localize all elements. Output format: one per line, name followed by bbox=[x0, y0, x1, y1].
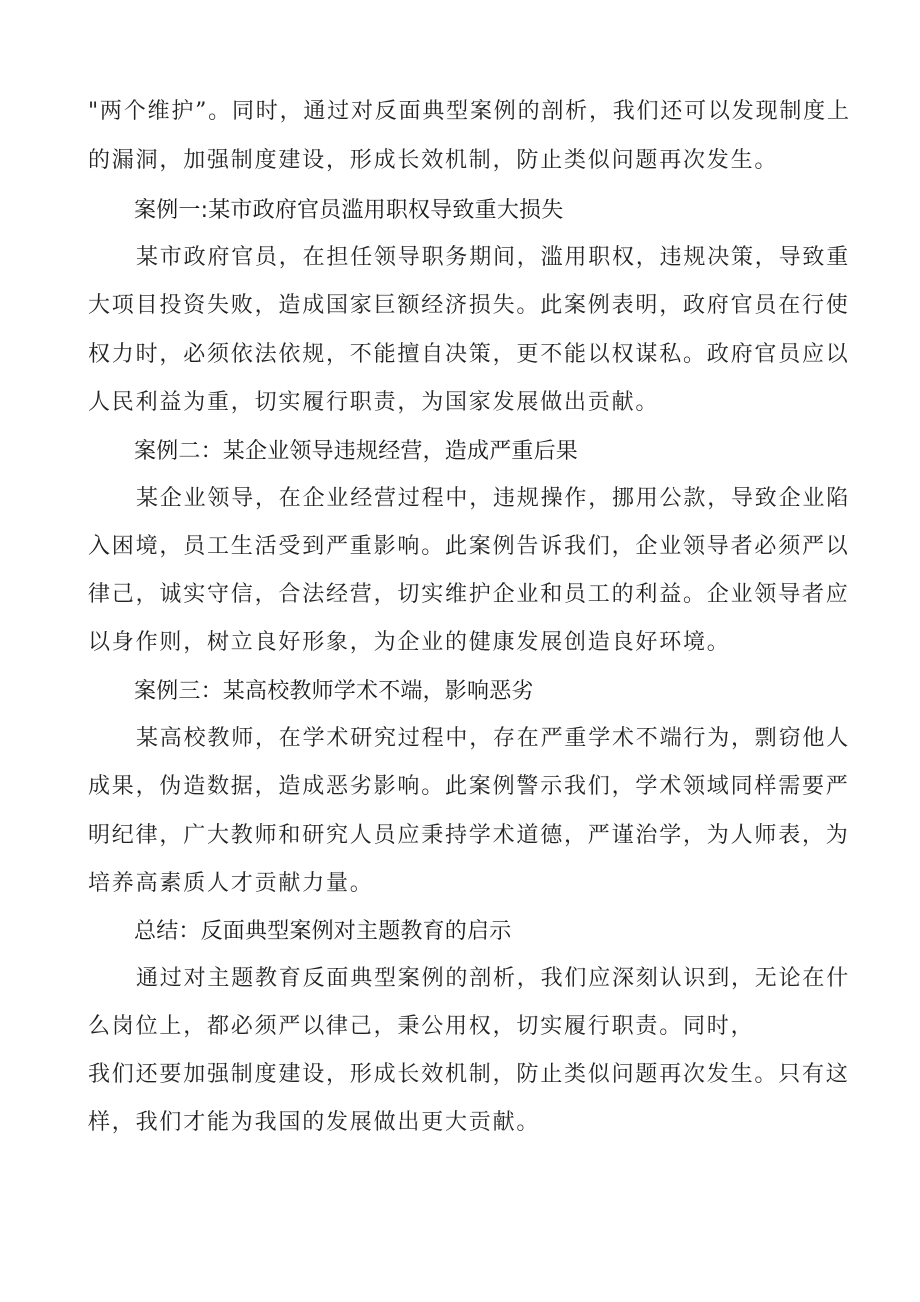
text-line: 大项目投资失败，造成国家巨额经济损失。此案例表明，政府官员在行使 bbox=[88, 293, 850, 318]
case2-heading: 案例二：某企业领导违规经营，造成严重后果 bbox=[134, 439, 579, 464]
text-line: 权力时，必须依法依规，不能擅自决策，更不能以权谋私。政府官员应以 bbox=[88, 342, 850, 367]
case3-heading: 案例三：某高校教师学术不端，影响恶劣 bbox=[134, 679, 534, 704]
case1-heading: 案例一:某市政府官员滥用职权导致重大损失 bbox=[134, 198, 564, 223]
text-line: 培养高素质人才贡献力量。 bbox=[88, 871, 374, 896]
text-line: 某企业领导，在企业经营过程中，违规操作，挪用公款，导致企业陷 bbox=[136, 486, 851, 511]
text-line: 通过对主题教育反面典型案例的剖析，我们应深刻认识到，无论在什 bbox=[136, 966, 851, 991]
text-line: 么岗位上，都必须严以律己，秉公用权，切实履行职责。同时， bbox=[88, 1014, 755, 1039]
summary-heading: 总结：反面典型案例对主题教育的启示 bbox=[134, 919, 512, 944]
text-line: 我们还要加强制度建设，形成长效机制，防止类似问题再次发生。只有这 bbox=[88, 1062, 850, 1087]
text-line: 人民利益为重，切实履行职责，为国家发展做出贡献。 bbox=[88, 390, 660, 415]
text-line: 某市政府官员，在担任领导职务期间，滥用职权，违规决策，导致重 bbox=[136, 245, 851, 270]
text-line: 以身作则，树立良好形象，为企业的健康发展创造良好环境。 bbox=[88, 630, 731, 655]
text-line: "两个维护”。同时，通过对反面典型案例的剖析，我们还可以发现制度上 bbox=[88, 99, 851, 124]
text-line: 某高校教师，在学术研究过程中，存在严重学术不端行为，剽窃他人 bbox=[136, 726, 851, 751]
text-line: 的漏洞，加强制度建设，形成长效机制，防止类似问题再次发生。 bbox=[88, 148, 779, 173]
text-line: 律己，诚实守信，合法经营，切实维护企业和员工的利益。企业领导者应 bbox=[88, 582, 850, 607]
text-line: 成果，伪造数据，造成恶劣影响。此案例警示我们，学术领域同样需要严 bbox=[88, 774, 850, 799]
text-line: 入困境，员工生活受到严重影响。此案例告诉我们，企业领导者必须严以 bbox=[88, 534, 850, 559]
text-line: 明纪律，广大教师和研究人员应秉持学术道德，严谨治学，为人师表，为 bbox=[88, 823, 850, 848]
text-line: 样，我们才能为我国的发展做出更大贡献。 bbox=[88, 1110, 541, 1135]
